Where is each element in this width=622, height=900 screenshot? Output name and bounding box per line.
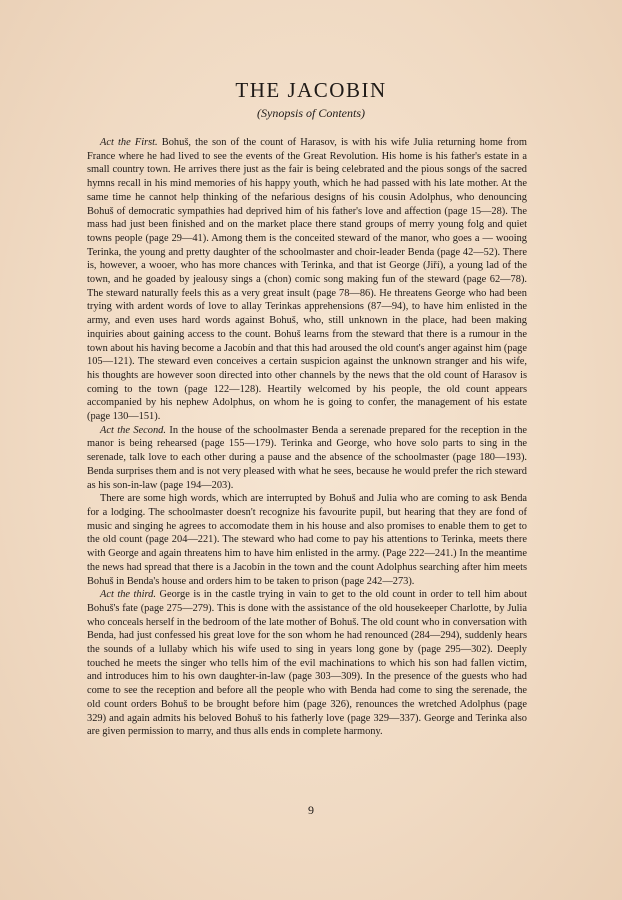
paragraph-text: In the house of the schoolmaster Benda a serenade prepared for the reception in the manor is being rehearsed (page 155—179). Terinka and George, who hove solo parts to sing in the serenade, talk love to each other during a pause and the absence of the schoolmaster (page 180—193). Benda surprises them and is not very pleased with what he sees, because he would prefer the rich steward as his son-in-law (page 194—203). [87,424,527,491]
paragraph-act-two-continued [87,492,527,588]
act-heading: Act the Second. [100,424,166,436]
paragraph-text: George is in the castle trying in vain to get to the old count in order to tell him about Bohuš's fate (page 275—279). This is done with the assistance of the old housekeeper Charlotte, by Julia who conceals herself in the bedroom of the late mother of Bohuš. The old count who in conversation with Benda, had just confessed his great love for the son whom he had renounced (284—294), suddenly hears the sounds of a lullaby which his wife used to sing in years long gone by (page 295—302). Deeply touched he meets the singer who tells him of the evil machinations to which his son had fallen victim, and introduces him to his own daughter-in-law (page 303—309). In the presence of the guests who had come to see the reception and before all the people who with Benda had come to sing the serenade, the old count orders Bohuš to be brought before him (page 326), renounces the wretched Adolphus (page 329) and again admits his beloved Bohuš to his fatherly love (page 329—337). George and Terinka also are given permission to marry, and thus alls ends in complete harmony. [87,589,527,738]
paragraph-text: Bohuš, the son of the count of Harasov, is with his wife Julia returning home from France where he had lived to see the events of the Great Revolution. His home is his father's estate in a small country town. He arrives there just as the fair is being celebrated and the pious songs of the sacred hymns recall in his mind memories of his happy youth, which he had passed with his late mother. At the same time he cannot help thinking of the nefarious designs of his cousin Adolphus, who denouncing Bohuš of democratic sympathies had deprived him of his father's love and affection (page 15—28). The mass had just been finished and on the market place there stand groups of merry young folg and quiet towns people (page 29—41). Among them is the conceited steward of the manor, who goes a — wooing Terinka, the young and pretty daughter of the schoolmaster and choir-leader Benda (page 42—52). There is, however, a wooer, who has more chances with Terinka, and that ist George (Jiří), a young lad of the town, and he goaded by jealousy sings a (chon) comic song making fun of the steward (page 62—78). The steward naturally feels this as a very great insult (page 78—86). He threatens George who had been trying with ardent words of love to allay Terinkas apprehensions (87—94), to have him enlisted in the army, and even uses hard words against Bohuš, who, still unknown in the place, had been making inquiries about gaining access to the count. Bohuš learns from the steward that there is a rumour in the town about his having become a Jacobín and that this had aroused the old count's anger against him (page 105—121). The steward even conceives a certain suspicion against the unknown stranger and his wife, his thoughts are however soon directed into other channels by the news that the old count of Harasov is coming to the town (page 122—128). Heartily welcomed by his people, the old count appears accompanied by his nephew Adolphus, on whom he is going to confer, the management of his estate (page 130—151). [87,137,527,423]
page-subtitle: (Synopsis of Contents) [257,106,365,120]
paragraph-act-one [87,136,527,424]
paragraph-text: There are some high words, which are interrupted by Bohuš and Julia who are coming to ask Benda for a lodging. The schoolmaster doesn't recognize his favourite pupil, but hearing that they are fond of music and singing he agrees to accomodate them in his house and also promises to enable them to get to the old count (page 204—221). The steward who had come to pay his attentions to Terinka, meets there with George and again threatens him to have him enlisted in the army. (Page 222—241.) In the meantime the news had spread that there is a Jacobín in the town and the count Adolphus searching after him meets Bohuš in Benda's house and orders him to be taken to prison (page 242—273). [87,493,527,587]
paragraph-act-two [87,424,527,493]
act-heading: Act the First. [100,137,158,148]
act-heading: Act the third. [100,589,156,601]
page-number: 9 [308,803,314,817]
synopsis-text [87,136,527,739]
paragraph-act-three [87,588,527,739]
page-title: THE JACOBIN [235,78,387,102]
